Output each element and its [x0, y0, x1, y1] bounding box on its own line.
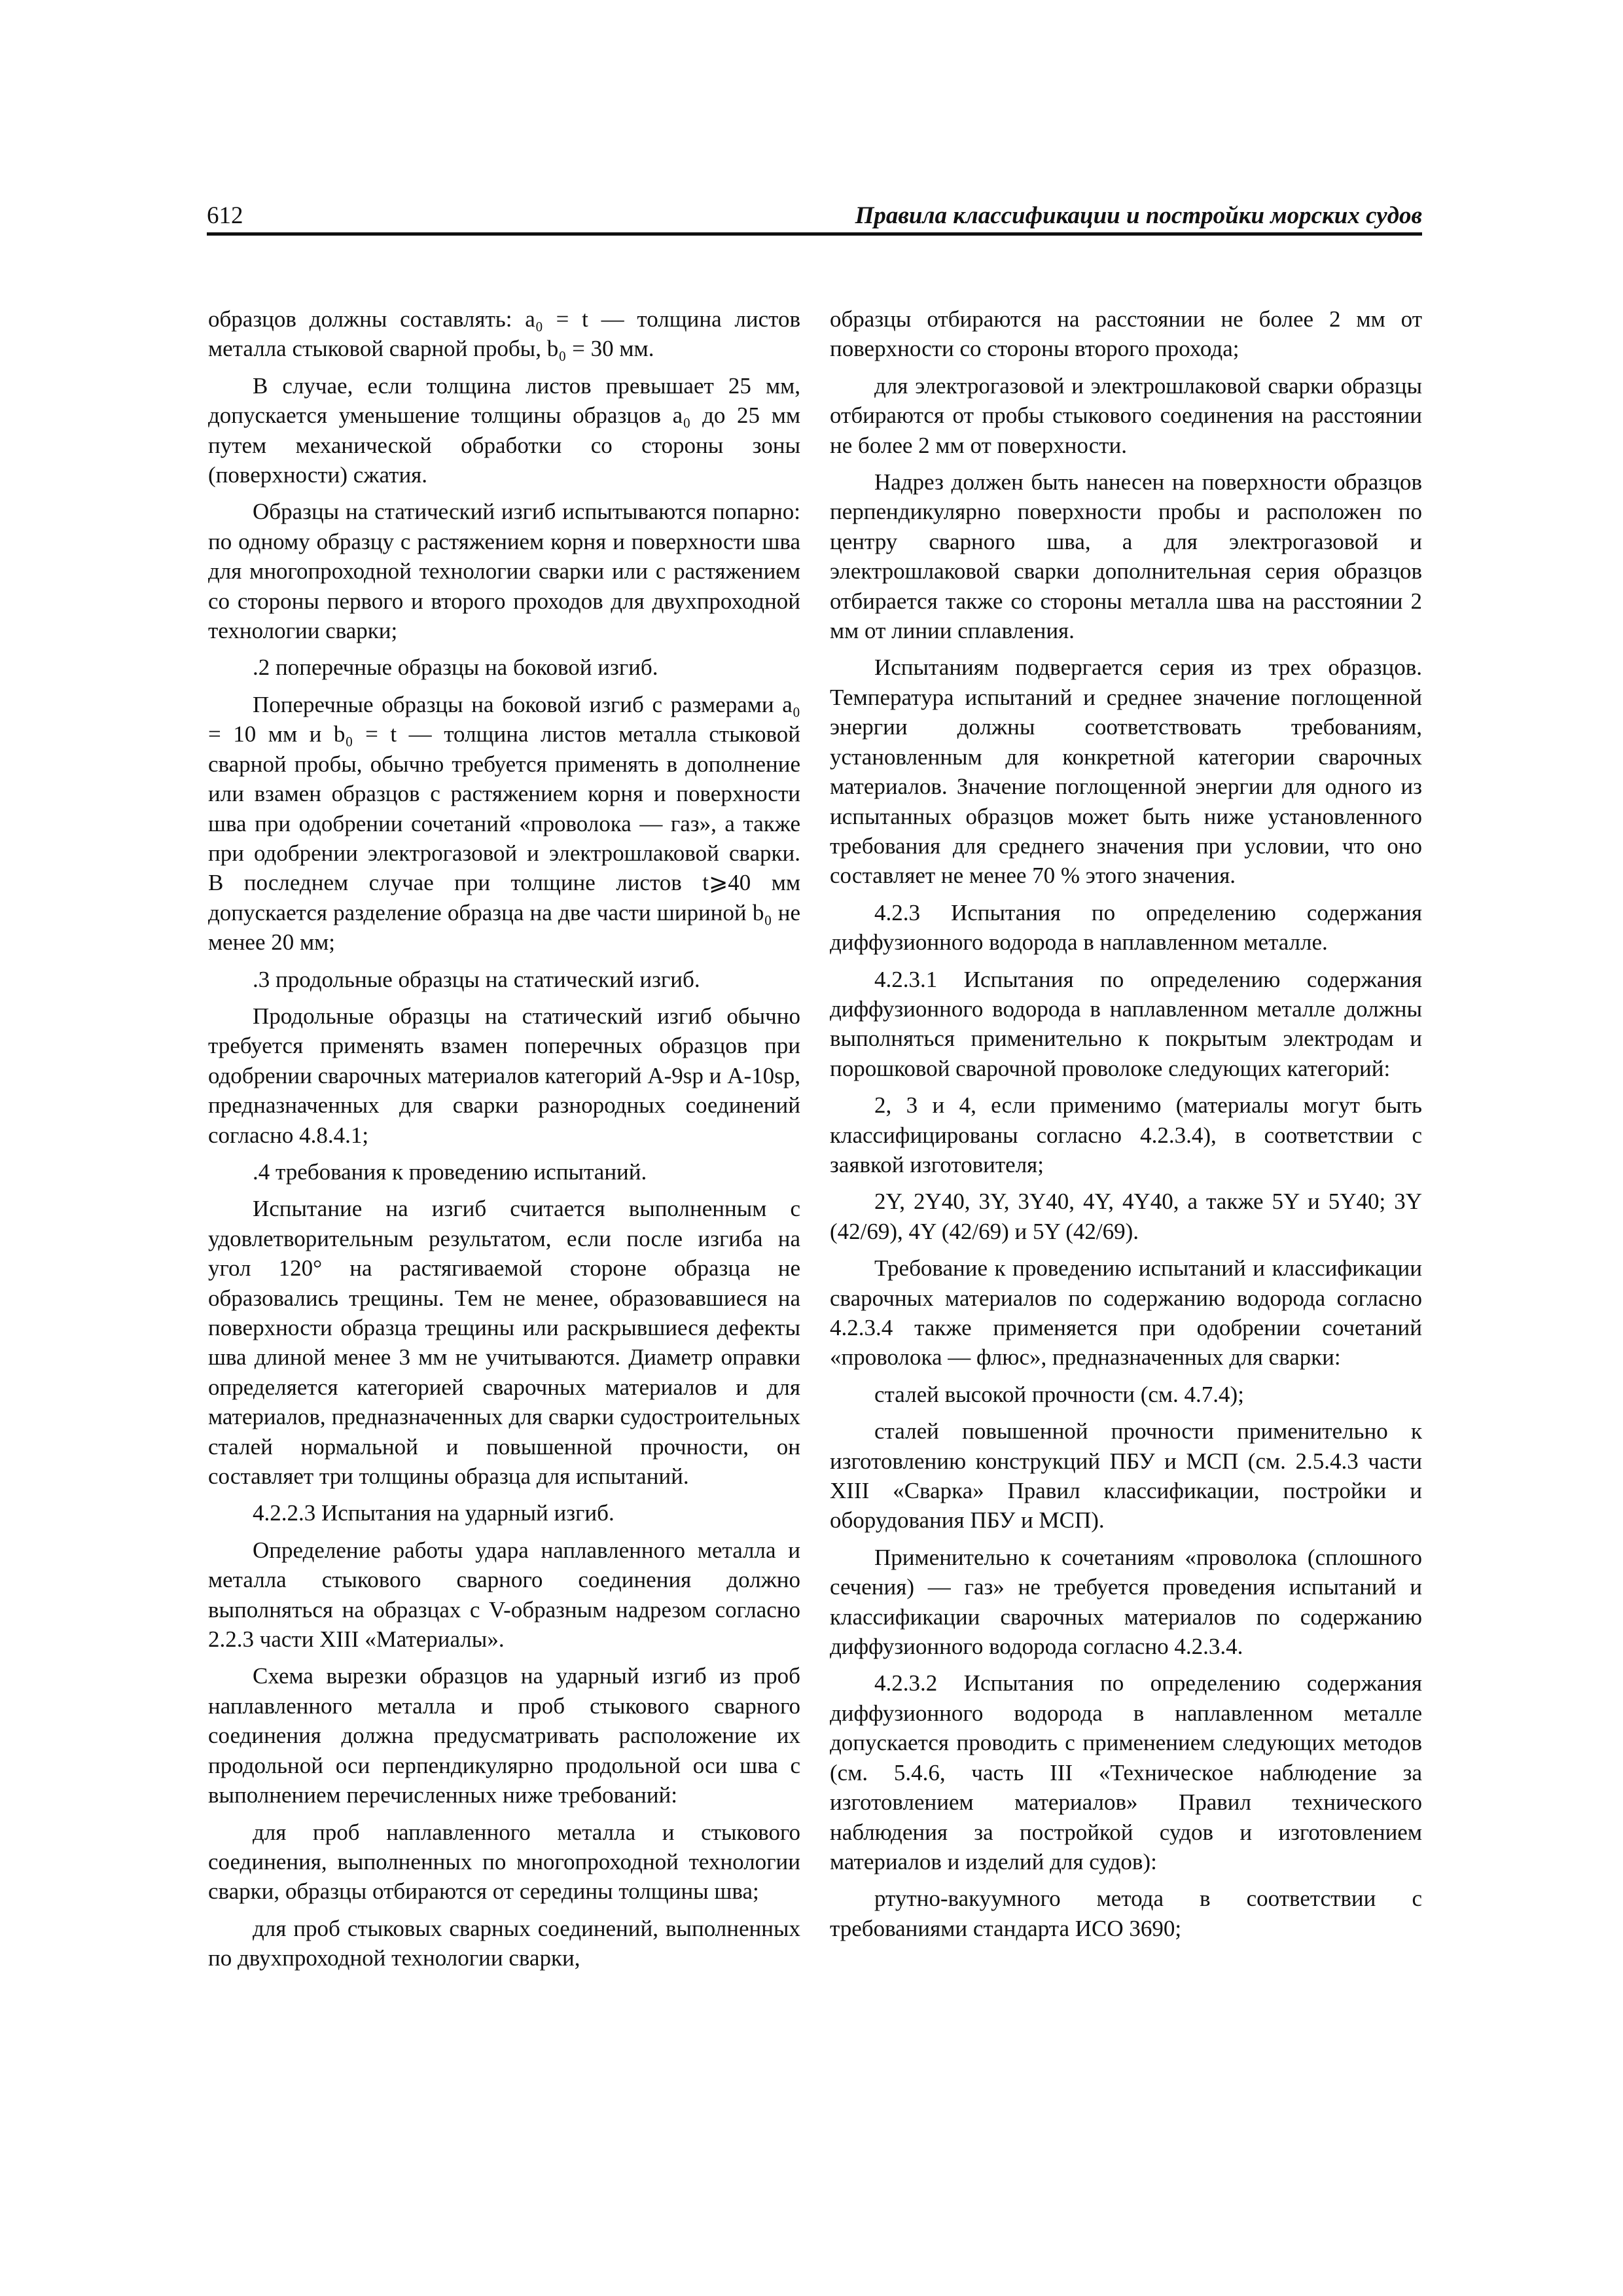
paragraph: Требование к проведению испытаний и классификации сварочных материалов по содержанию водорода согласно 4.2.3.4 также применяется при одобрении сочетаний «проволока — флюс», предназначенных для сварки: — [830, 1255, 1422, 1371]
paragraph: Поперечные образцы на боковой изгиб с размерами a₀ = 10 мм и b₀ = t — толщина листов металла стыковой сварной пробы, обычно требуется применять в дополнение или взамен образцов с растяжением корня и поверхности шва при одобрении сочетаний «проволока — газ», а также при одобрении электрогазовой и электрошлаковой сварки. В последнем случае при толщине листов t⩾40 мм допускается разделение образца на две части шириной b₀ не менее 20 мм; — [208, 691, 800, 956]
paragraph: Схема вырезки образцов на ударный изгиб из проб наплавленного металла и проб стыкового сварного соединения должна предусматривать расположение их продольной оси перпендикулярно продольной оси шва с выполнением перечисленных ниже требований: — [208, 1663, 800, 1808]
paragraph: Образцы на статический изгиб испытываются попарно: по одному образцу с растяжением корня и поверхности шва для многопроходной технологии сварки или с растяжением со стороны первого и второго проходов для двухпроходной технологии сварки; — [208, 499, 800, 644]
paragraph: Испытаниям подвергается серия из трех образцов. Температура испытаний и среднее значение поглощенной энергии должны соответствовать требованиям, установленным для конкретной категории сварочных материалов. Значение поглощенной энергии для одного из испытанных образцов может быть ниже установленного требования для среднего значения при условии, что оно составляет не менее 70 % этого значения. — [830, 655, 1422, 889]
list-item-heading: .4 требования к проведению испытаний. — [253, 1158, 647, 1185]
paragraph: Надрез должен быть нанесен на поверхности образцов перпендикулярно поверхности пробы и расположен по центру сварного шва, а для электрогазовой и электрошлаковой сварки дополнительная серия образцов отбирается также со стороны металла шва на расстоянии 2 мм от линии сплавления. — [830, 469, 1422, 644]
paragraph: Продольные образцы на статический изгиб обычно требуется применять взамен поперечных образцов при одобрении сварочных материалов категорий A-9sp и A-10sp, предназначенных для сварки разнородных соединений согласно 4.8.4.1; — [208, 1003, 800, 1148]
paragraph: сталей высокой прочности (см. 4.7.4); — [874, 1381, 1244, 1407]
running-title: Правила классификации и постройки морских судов — [855, 202, 1422, 229]
paragraph: образцов должны составлять: a₀ = t — толщина листов металла стыковой сварной пробы, b₀ = 30 мм. — [208, 306, 800, 362]
section-heading: 4.2.2.3 Испытания на ударный изгиб. — [253, 1500, 615, 1526]
paragraph: для электрогазовой и электрошлаковой сварки образцы отбираются от пробы стыкового соединения на расстоянии не более 2 мм от поверхности. — [830, 372, 1422, 458]
right-column — [830, 304, 1422, 1950]
page-number: 612 — [207, 202, 243, 229]
paragraph: Определение работы удара наплавленного металла и металла стыкового сварного соединения должно выполняться на образцах с V-образным надрезом согласно 2.2.3 части XIII «Материалы». — [208, 1537, 800, 1653]
paragraph: В случае, если толщина листов превышает 25 мм, допускается уменьшение толщины образцов a₀ до 25 мм путем механической обработки со стороны зоны (поверхности) сжатия. — [208, 372, 800, 488]
paragraph: 2, 3 и 4, если применимо (материалы могут быть классифицированы согласно 4.2.3.4), в соответствии с заявкой изготовителя; — [830, 1092, 1422, 1177]
paragraph: Испытание на изгиб считается выполненным с удовлетворительным результатом, если после изгиба на угол 120° на растягиваемой стороне образца не образовались трещины. Тем не менее, образовавшиеся на поверхности образца трещины или раскрывшиеся дефекты шва длиной менее 3 мм не учитываются. Диаметр оправки определяется категорией сварочных материалов и для материалов, предназначенных для сварки судостроительных сталей нормальной и повышенной прочности, он составляет три толщины образца для испытаний. — [208, 1196, 800, 1490]
header-rule — [207, 232, 1422, 236]
paragraph: 4.2.3.1 Испытания по определению содержания диффузионного водорода в наплавленном металле должны выполняться применительно к покрытым электродам и порошковой сварочной проволоке следующих категорий: — [830, 966, 1422, 1081]
paragraph: 2Y, 2Y40, 3Y, 3Y40, 4Y, 4Y40, а также 5Y и 5Y40; 3Y (42/69), 4Y (42/69) и 5Y (42/69). — [830, 1189, 1422, 1244]
paragraph: для проб стыковых сварных соединений, выполненных по двухпроходной технологии сварки, — [208, 1915, 800, 1971]
list-item-heading: .2 поперечные образцы на боковой изгиб. — [253, 655, 658, 681]
paragraph: сталей повышенной прочности применительно к изготовлению конструкций ПБУ и МСП (см. 2.5.4.3 части XIII «Сварка» Правил классификации, постройки и оборудования ПБУ и МСП). — [830, 1418, 1422, 1534]
paragraph: образцы отбираются на расстоянии не более 2 мм от поверхности со стороны второго прохода; — [830, 306, 1422, 362]
list-item-heading: .3 продольные образцы на статический изгиб. — [253, 966, 700, 992]
section-heading: 4.2.3 Испытания по определению содержания диффузионного водорода в наплавленном металле. — [830, 899, 1422, 956]
paragraph: для проб наплавленного металла и стыкового соединения, выполненных по многопроходной технологии сварки, образцы отбираются от середины толщины шва; — [208, 1819, 800, 1905]
paragraph: 4.2.3.2 Испытания по определению содержания диффузионного водорода в наплавленном металле допускается проводить с применением следующих методов (см. 5.4.6, часть III «Техническое наблюдение за изготовлением материалов» Правил технического наблюдения за постройкой судов и изготовлением материалов и изделий для судов): — [830, 1670, 1422, 1874]
paragraph: ртутно-вакуумного метода в соответствии с требованиями стандарта ИСО 3690; — [830, 1886, 1422, 1941]
paragraph: Применительно к сочетаниям «проволока (сплошного сечения) — газ» не требуется проведения испытаний и классификации сварочных материалов по содержанию диффузионного водорода согласно 4.2.3.4. — [830, 1544, 1422, 1660]
left-column — [208, 304, 800, 1981]
